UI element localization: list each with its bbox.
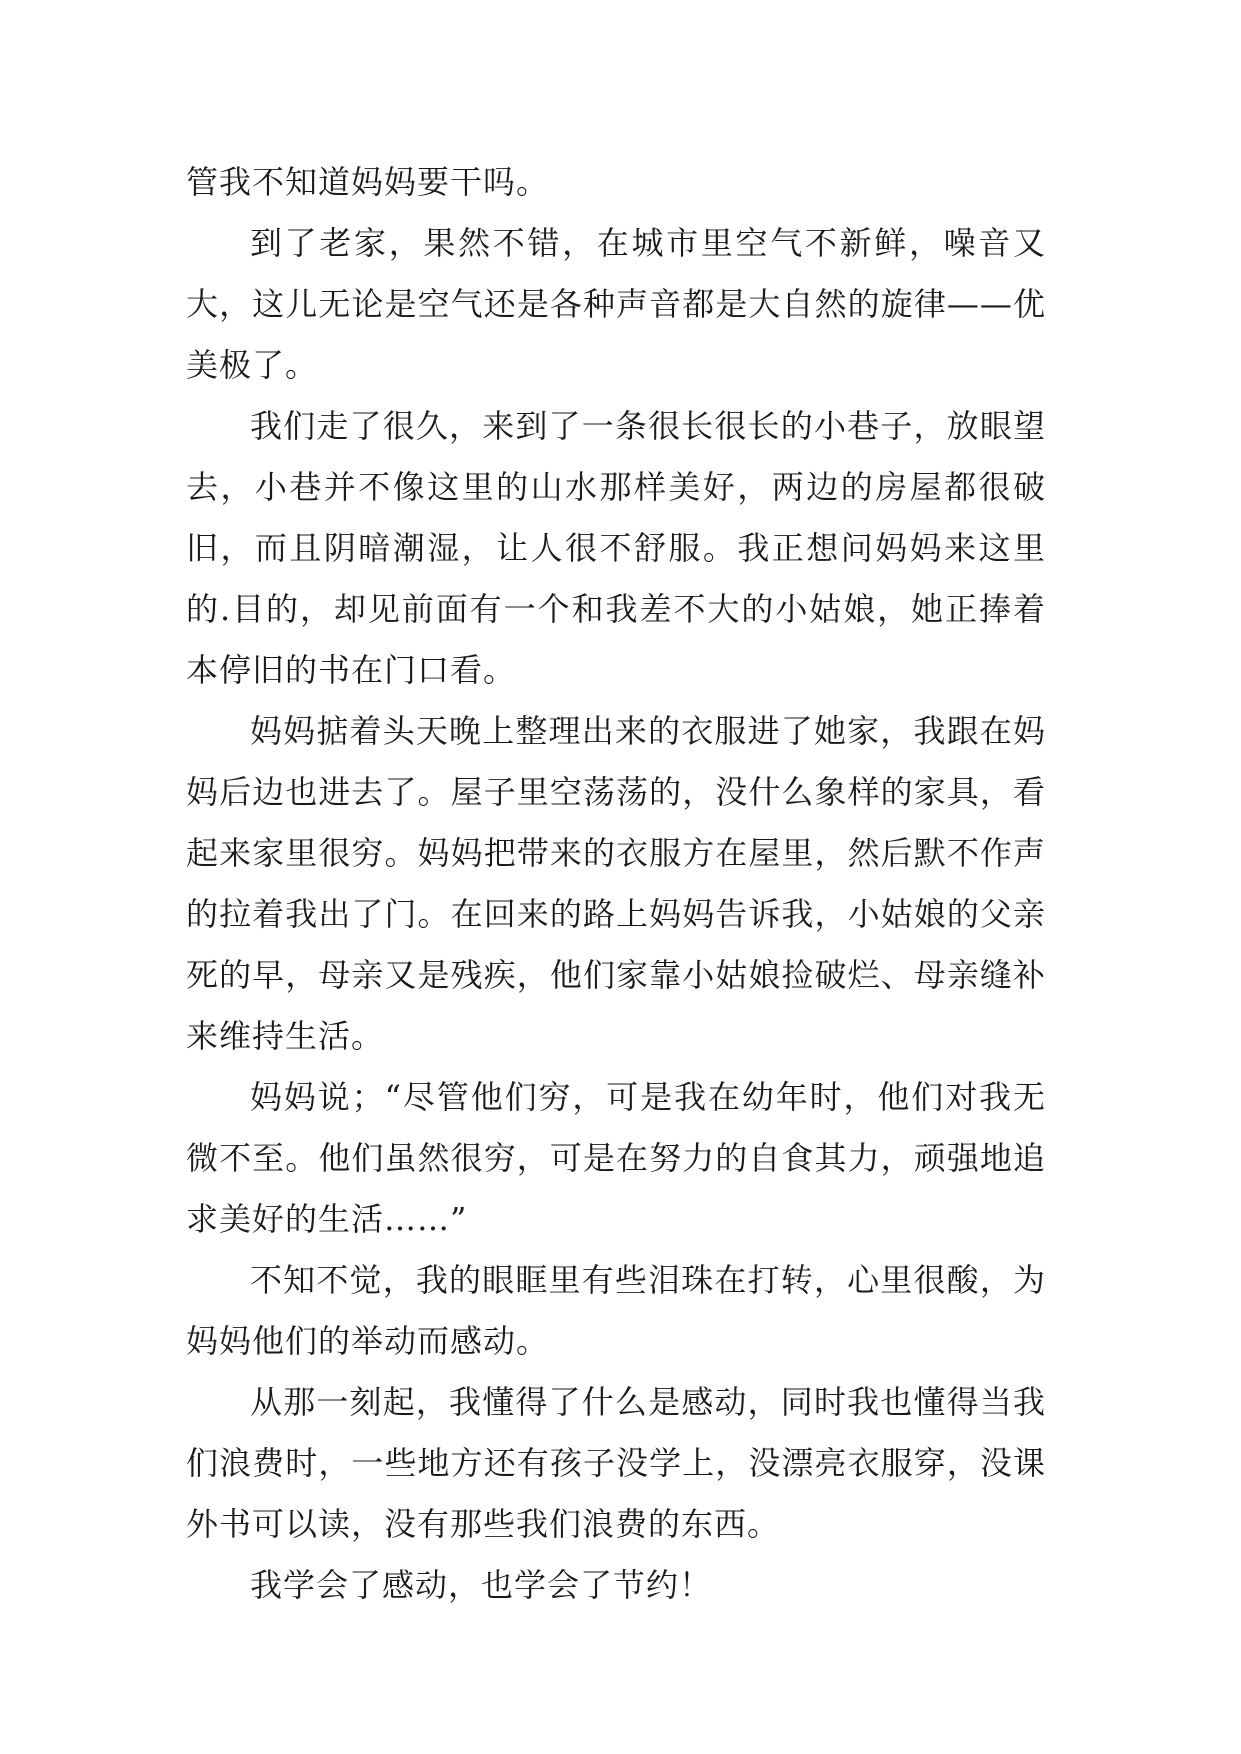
paragraph-6: 不知不觉，我的眼眶里有些泪珠在打转，心里很酸，为妈妈他们的举动而感动。	[186, 1261, 1046, 1360]
paragraph-2: 到了老家，果然不错，在城市里空气不新鲜，噪音又大，这儿无论是空气还是各种声音都是大自然的旋律——优美极了。	[186, 224, 1046, 384]
paragraph-7: 从那一刻起，我懂得了什么是感动，同时我也懂得当我们浪费时，一些地方还有孩子没学上，没漂亮衣服穿，没课外书可以读，没有那些我们浪费的东西。	[186, 1383, 1046, 1543]
body-text	[186, 152, 1046, 1616]
paragraph-4: 妈妈掂着头天晚上整理出来的衣服进了她家，我跟在妈妈后边也进去了。屋子里空荡荡的，没什么象样的家具，看起来家里很穷。妈妈把带来的衣服方在屋里，然后默不作声的拉着我出了门。在回来的路上妈妈告诉我，小姑娘的父亲死的早，母亲又是残疾，他们家靠小姑娘捡破烂、母亲缝补来维持生活。	[186, 712, 1046, 1055]
paragraph-5: 妈妈说；“尽管他们穷，可是我在幼年时，他们对我无微不至。他们虽然很穷，可是在努力的自食其力，顽强地追求美好的生活……”	[186, 1078, 1046, 1238]
paragraph-3: 我们走了很久，来到了一条很长很长的小巷子，放眼望去，小巷并不像这里的山水那样美好，两边的房屋都很破旧，而且阴暗潮湿，让人很不舒服。我正想问妈妈来这里的.目的，却见前面有一个和我差不大的小姑娘，她正捧着本停旧的书在门口看。	[186, 407, 1046, 689]
paragraph-8: 我学会了感动，也学会了节约！	[250, 1566, 713, 1604]
paragraph-1: 管我不知道妈妈要干吗。	[186, 163, 550, 201]
